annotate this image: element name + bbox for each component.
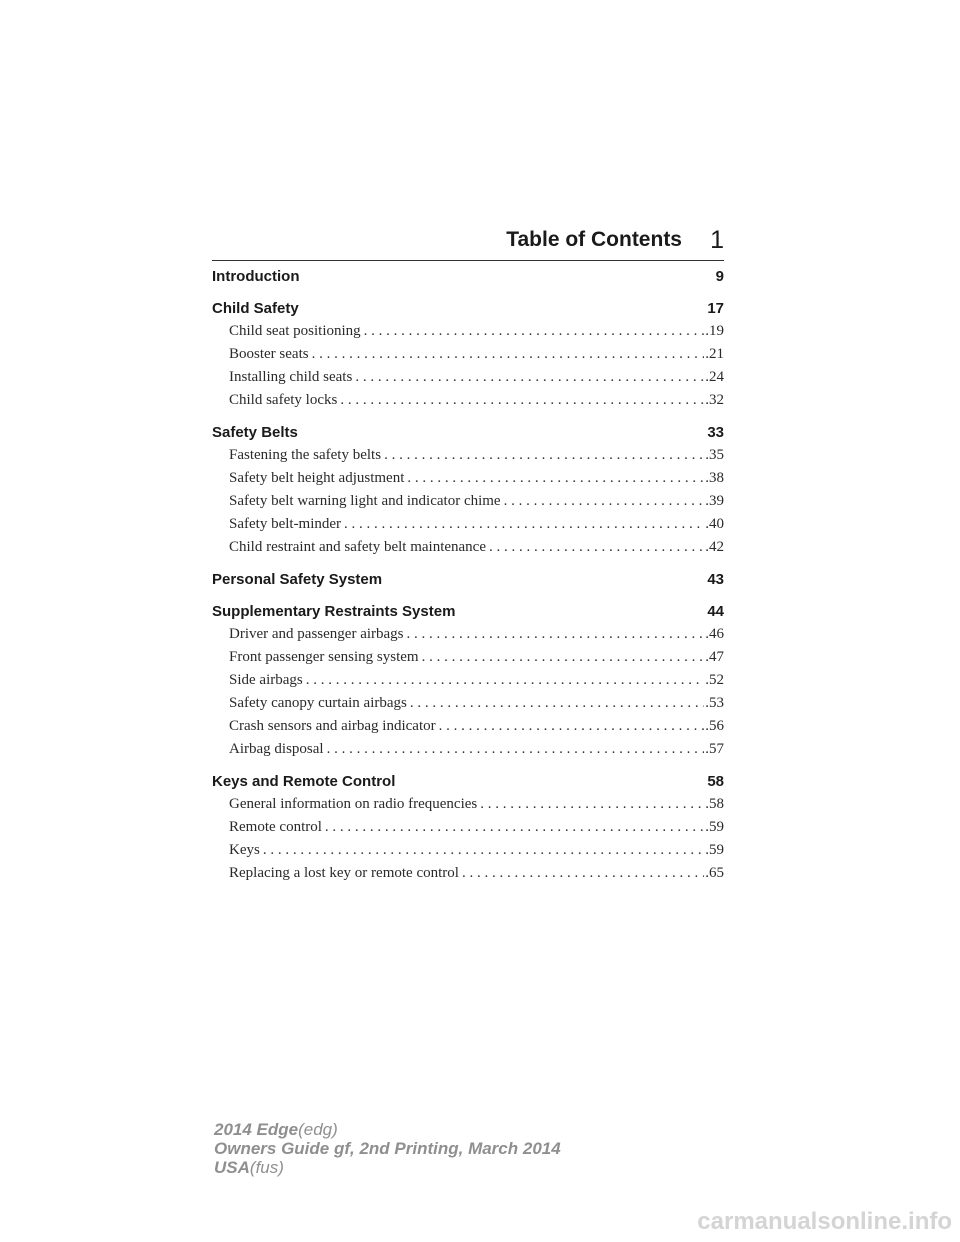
- toc-entry[interactable]: [212, 516, 724, 539]
- dot-leader: [407, 470, 704, 487]
- toc-section[interactable]: [212, 773, 724, 796]
- toc-entry[interactable]: [212, 796, 724, 819]
- toc-entry-page: .56: [705, 718, 724, 734]
- watermark: carmanualsonline.info: [697, 1208, 952, 1235]
- toc-entry-page: .58: [705, 796, 724, 812]
- toc-entry-page: .47: [705, 649, 724, 665]
- toc-entry[interactable]: [212, 539, 724, 562]
- toc-section-title: Child Safety: [212, 300, 299, 317]
- toc-entry-title: Child seat positioning: [229, 323, 361, 339]
- toc-section-title: Introduction: [212, 268, 300, 285]
- toc-section-page: 44: [707, 603, 724, 620]
- toc-entry-title: Booster seats: [229, 346, 309, 362]
- toc-entry[interactable]: [212, 626, 724, 649]
- toc-entry-page: .42: [705, 539, 724, 555]
- dot-leader: [489, 539, 704, 556]
- toc-section-page: 33: [707, 424, 724, 441]
- dot-leader: [480, 796, 704, 813]
- toc-entry-page: .38: [705, 470, 724, 486]
- toc-entry-title: General information on radio frequencies: [229, 796, 478, 812]
- dot-leader: [340, 392, 704, 409]
- page-title: Table of Contents: [506, 228, 682, 251]
- toc-section-page: 9: [715, 268, 724, 285]
- toc-section-title: Personal Safety System: [212, 571, 383, 588]
- toc-entry-page: .59: [705, 842, 724, 858]
- toc-entry-page: .35: [705, 447, 724, 463]
- toc-entry-page: .24: [705, 369, 724, 385]
- dot-leader: [312, 346, 705, 363]
- footer-line-2: Owners Guide gf, 2nd Printing, March 2014: [214, 1139, 561, 1158]
- toc-entry-page: .59: [705, 819, 724, 835]
- dot-leader: [325, 819, 704, 836]
- toc-section[interactable]: [212, 603, 724, 626]
- toc-entry[interactable]: [212, 865, 724, 888]
- toc-entry-title: Fastening the safety belts: [229, 447, 382, 463]
- toc-entry[interactable]: [212, 672, 724, 695]
- dot-leader: [422, 649, 705, 666]
- toc-entry-page: .52: [705, 672, 724, 688]
- dot-leader: [364, 323, 705, 340]
- page-number: 1: [710, 226, 724, 254]
- toc-entry-title: Installing child seats: [229, 369, 353, 385]
- toc-entry[interactable]: [212, 819, 724, 842]
- toc-entry-title: Front passenger sensing system: [229, 649, 419, 665]
- toc-entry-title: Driver and passenger airbags: [229, 626, 404, 642]
- dot-leader: [407, 626, 705, 643]
- toc-entry-title: Keys: [229, 842, 260, 858]
- toc-section-page: 17: [707, 300, 724, 317]
- toc-entry[interactable]: [212, 718, 724, 741]
- toc-entry-page: .53: [705, 695, 724, 711]
- toc-section-title: Safety Belts: [212, 424, 298, 441]
- toc-entry-page: .19: [705, 323, 724, 339]
- dot-leader: [306, 672, 705, 689]
- toc-entry-title: Child restraint and safety belt maintenance: [229, 539, 486, 555]
- dot-leader: [355, 369, 704, 386]
- toc-entry[interactable]: [212, 346, 724, 369]
- toc-entry[interactable]: [212, 447, 724, 470]
- toc-entry-title: Crash sensors and airbag indicator: [229, 718, 436, 734]
- toc-entry[interactable]: [212, 392, 724, 415]
- footer-line-1: 2014 Edge(edg): [214, 1120, 338, 1139]
- toc-entry-page: .32: [705, 392, 724, 408]
- toc-entry[interactable]: [212, 649, 724, 672]
- dot-leader: [263, 842, 704, 859]
- toc-entry-page: .57: [705, 741, 724, 757]
- dot-leader: [327, 741, 705, 758]
- toc-section-page: 43: [707, 571, 724, 588]
- toc-entry[interactable]: [212, 493, 724, 516]
- toc-entry[interactable]: [212, 842, 724, 865]
- toc-entry[interactable]: [212, 323, 724, 346]
- table-of-contents: [212, 268, 724, 888]
- dot-leader: [462, 865, 704, 882]
- page-header: [212, 226, 724, 261]
- toc-section-title: Supplementary Restraints System: [212, 603, 456, 620]
- toc-entry-page: .21: [705, 346, 724, 362]
- toc-section-page: 58: [707, 773, 724, 790]
- toc-entry-title: Airbag disposal: [229, 741, 324, 757]
- toc-section[interactable]: [212, 571, 724, 594]
- toc-entry-page: .65: [705, 865, 724, 881]
- toc-section[interactable]: [212, 268, 724, 291]
- toc-entry-title: Replacing a lost key or remote control: [229, 865, 459, 881]
- toc-entry-title: Safety belt warning light and indicator chime: [229, 493, 501, 509]
- footer: [214, 1120, 561, 1177]
- toc-section-title: Keys and Remote Control: [212, 773, 396, 790]
- toc-entry[interactable]: [212, 470, 724, 493]
- toc-entry[interactable]: [212, 369, 724, 392]
- toc-entry-page: .46: [705, 626, 724, 642]
- toc-entry-title: Side airbags: [229, 672, 303, 688]
- toc-entry[interactable]: [212, 741, 724, 764]
- dot-leader: [410, 695, 704, 712]
- toc-entry-title: Remote control: [229, 819, 322, 835]
- dot-leader: [504, 493, 705, 510]
- dot-leader: [439, 718, 705, 735]
- toc-section[interactable]: [212, 300, 724, 323]
- toc-entry-title: Safety canopy curtain airbags: [229, 695, 407, 711]
- dot-leader: [384, 447, 704, 464]
- toc-entry-title: Safety belt height adjustment: [229, 470, 405, 486]
- toc-entry-page: .40: [705, 516, 724, 532]
- toc-section[interactable]: [212, 424, 724, 447]
- toc-entry-title: Safety belt-minder: [229, 516, 342, 532]
- dot-leader: [344, 516, 704, 533]
- footer-line-3: USA(fus): [214, 1158, 284, 1177]
- toc-entry-title: Child safety locks: [229, 392, 338, 408]
- toc-entry-page: .39: [705, 493, 724, 509]
- toc-entry[interactable]: [212, 695, 724, 718]
